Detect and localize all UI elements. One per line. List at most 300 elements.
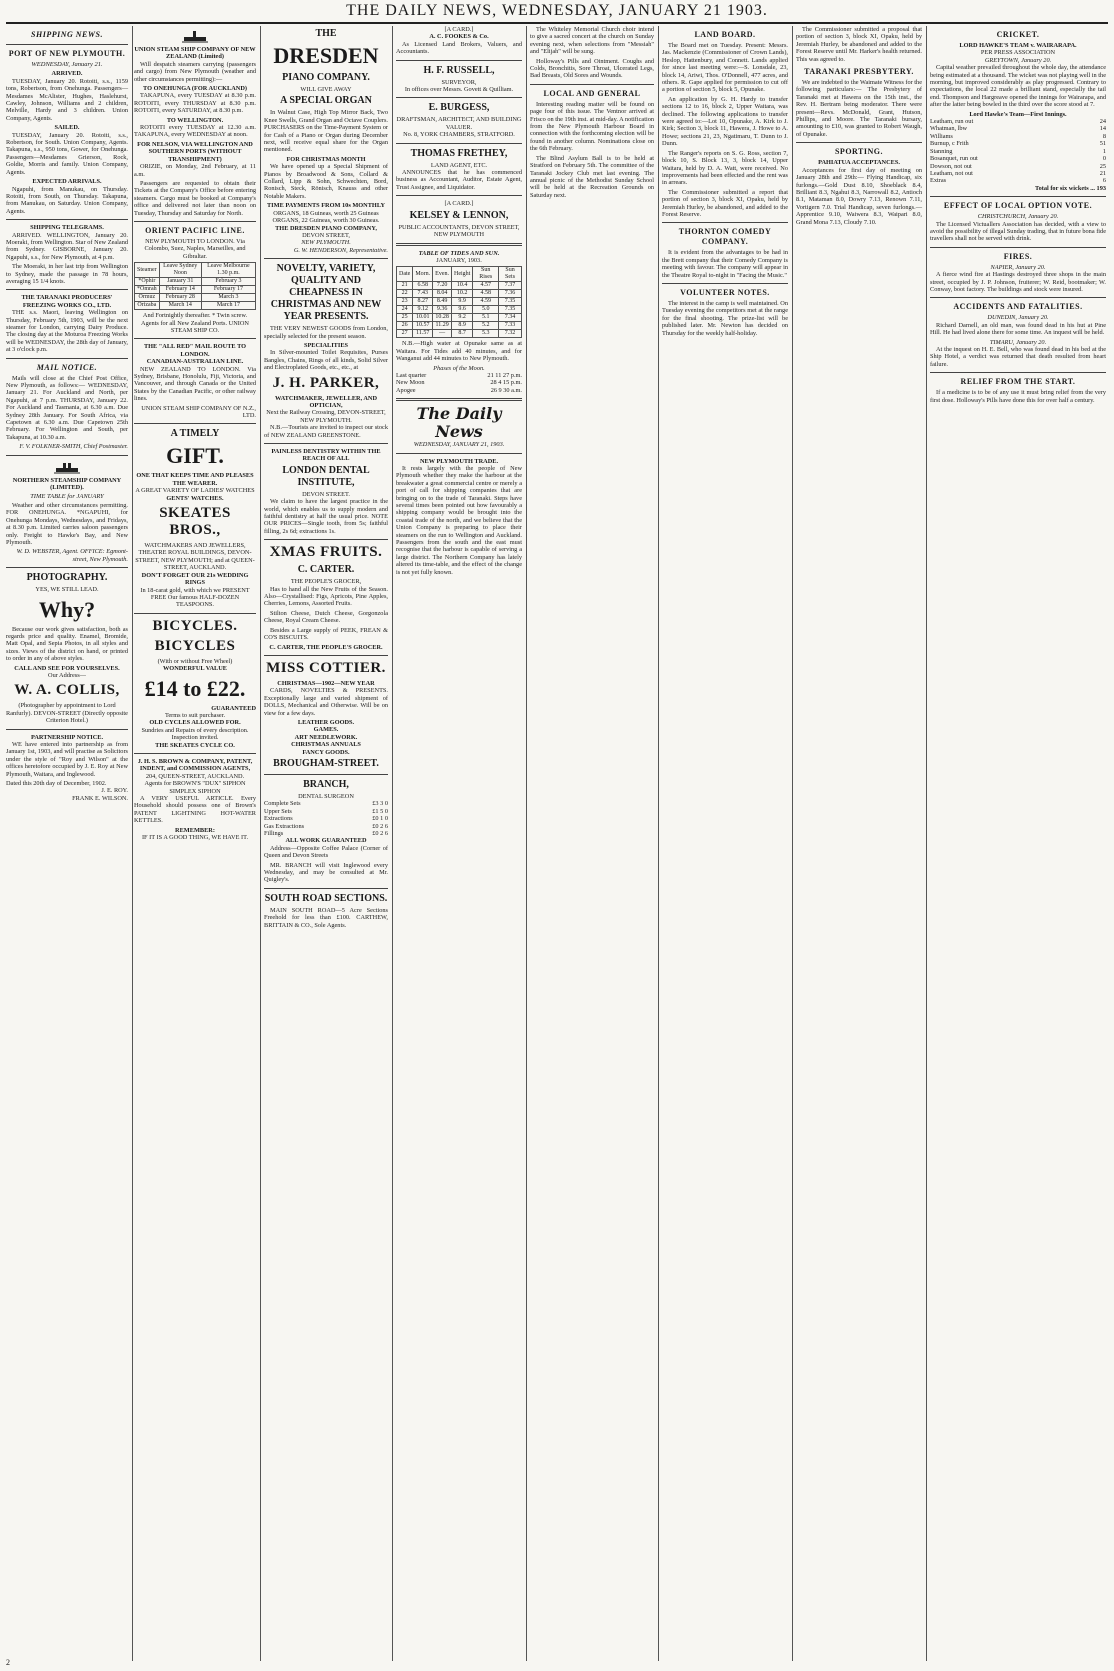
leather-goods: LEATHER GOODS. — [297, 718, 355, 726]
games-line: GAMES. — [313, 726, 339, 734]
tides-cell: 9.12 — [413, 306, 433, 314]
northern-timetable: TIME TABLE for JANUARY — [30, 492, 104, 500]
tides-cell: 11.29 — [433, 322, 452, 330]
wellington-heading: TO WELLINGTON. — [166, 116, 224, 124]
commissioner-proposal: The Commissioner submitted a proposal that portion of section 3, block XI, Opaku, held by Jeremiah Hurley, be abandoned and added to the Forest Reserve until Mr. Harker's health returned. This was agreed to. — [796, 26, 922, 63]
dresden-devon: DEVON STREET, — [302, 231, 350, 239]
local-general-text: Interesting reading matter will be found on page four of this issue. The Ventnor arrived at Frisco on the 19th inst. at mid-day. A notification from the New Plymouth Harbour Board in connection with the forthcoming election will be found in another column. Nominations close on the 6th February. — [530, 100, 654, 153]
batting-heading: Lord Hawke's Team—First Innings. — [969, 110, 1067, 118]
moon-label: Apogee — [396, 386, 416, 394]
masthead-rule — [6, 22, 1108, 24]
bicycles-sub: (With or without Free Wheel) — [157, 657, 233, 665]
batting-row — [930, 170, 1106, 177]
terms-line: Terms to suit purchaser. — [164, 711, 226, 719]
tides-cell: 7.43 — [413, 290, 433, 298]
steamship-icon — [182, 29, 208, 43]
moon-row — [396, 379, 522, 386]
union-text: Will despatch steamers carrying (passengers and cargo) from New Plymouth (weather and other circumstances permitting):— — [134, 60, 256, 83]
tides-cell: 5.1 — [473, 314, 499, 322]
fires-text: A fierce wind fire at Hastings destroyed three shops in the main street, occupied by J. P. Johnson, fruiterer; W. Reid, bootmaker; W. Conway, boot factory. The buildings and stock were insured. — [930, 271, 1106, 293]
skeates-heading: SKEATES BROS., — [159, 505, 231, 539]
orient-agents: Agents for all New Zealand Ports. UNION STEAM SHIP CO. — [141, 319, 249, 334]
moon-value: 28 4 15 p.m. — [490, 379, 522, 387]
tides-cell: 8.04 — [433, 290, 452, 298]
old-cycles: OLD CYCLES ALLOWED FOR. — [149, 719, 241, 727]
orient-cell: *Ophir — [135, 278, 160, 286]
specialities-text: In Silver-mounted Toilet Requisites, Purses Bangles, Chains, Rings of all kinds, Solid Silver and Electroplated Goods, etc., etc., at — [264, 349, 388, 372]
needlework-line: ART NEEDLEWORK. — [294, 733, 358, 741]
tides-th: Height — [452, 267, 473, 282]
local-general-heading: LOCAL AND GENERAL — [543, 88, 641, 98]
moeraki-text: The Moeraki, in her last trip from Wellington to Sydney, made the passage in 78 hours, averaging 15 1/4 knots. — [6, 263, 128, 285]
volunteer-heading: VOLUNTEER NOTES. — [680, 287, 770, 297]
partnership-text: WE have entered into partnership as from January 1st, 1903, and will practise as Solicitors under the style of "Roy and Wilson" at the offices heretofore occupied by J. E. Roy at New Plymouth, Waitara, and Inglewood. — [6, 741, 128, 778]
tides-th: Even. — [433, 267, 452, 282]
fookes-name: A. C. FOOKES & Co. — [429, 33, 489, 41]
union-heading: UNION STEAM SHIP COMPANY OF NEW ZEALAND (Limited) — [134, 46, 256, 61]
batting-row — [930, 163, 1106, 170]
tides-row — [397, 306, 522, 314]
newest-text: THE VERY NEWEST GOODS from London, specially selected for the present season. — [264, 325, 388, 340]
south-road-text: MAIN SOUTH ROAD—5 Acre Sections Freehold for less than £100. CARTHEW, BRITTAIN & CO., Sole Agents. — [264, 906, 388, 929]
partnership-heading: PARTNERSHIP NOTICE. — [30, 733, 104, 741]
fookes-text: As Licensed Land Brokers, Valuers, and Accountants. — [396, 40, 522, 56]
mail-notice-text: Mails will close at the Chief Post Office, New Plymouth, as follows:— WEDNESDAY, January 21. For Auckland and North, per Ngapuhi, at 7 p.m. THURSDAY, January 22. For Auckland and Tasmania, at 6.30 a.m. Due Sydney 28th January. For South Africa, via Capetown at 6.30 a.m. Due Capetown 25th February. For Wellington and South, per Takapuna, at 10.30 a.m. — [6, 374, 128, 441]
accidents-text: Richard Darnell, an old man, was found dead in his hut at Pine Hill. He had lived alone there for some time. An inquest will be held. — [930, 321, 1106, 337]
why-text: Because our work gives satisfaction, both as regards price and quality. Enamel, Bromide, Matt Opal, and Sepia Photos, in all styles and sizes. Views of the district on hand, or printed to order in any of above styles. — [6, 625, 128, 663]
brown-heading: J. H. S. BROWN & COMPANY, PATENT, INDENT, and COMMISSION AGENTS, — [137, 757, 253, 773]
tides-cell: 5.3 — [473, 330, 499, 338]
orient-table-row — [135, 278, 256, 286]
press-association: PER PRESS ASSOCIATION — [980, 49, 1056, 57]
moon-label: New Moon — [396, 379, 425, 387]
card-label-2: [A CARD.] — [444, 200, 474, 208]
tides-cell: 10.4 — [452, 282, 473, 290]
tides-cell: 21 — [397, 282, 413, 290]
batsman-name: Burnup, c Frith — [930, 140, 969, 148]
tides-table — [396, 266, 522, 338]
accidents-heading: ACCIDENTS AND FATALITIES. — [953, 302, 1083, 312]
parker-heading: J. H. PARKER, — [272, 374, 380, 391]
tides-cell: 10.2 — [452, 290, 473, 298]
tides-row — [397, 282, 522, 290]
special-text: In Walnut Case, High Top Mirror Back, Two Knee Swells, Grand Organ and Octave Couplers. PURCHASERS on the Time-Payment System or for Cash of a Piano or Organ during December next, will receive equal share for the Organ mentioned. — [264, 109, 388, 154]
tides-cell: 23 — [397, 298, 413, 306]
dresden-company: THE DRESDEN PIANO COMPANY, — [275, 224, 377, 232]
tides-cell: 7.35 — [499, 298, 522, 306]
inspection-line: Inspection invited. — [171, 734, 219, 742]
orient-cell: Orizaba — [135, 302, 160, 310]
batsman-score: 51 — [1099, 140, 1106, 148]
local-option-text: The Licensed Victuallers Association has decided, with a view to avoid the possibility of illegal Sunday trading, that in future bona fide travellers shall not be served with drink. — [930, 220, 1106, 243]
orient-table-row — [135, 286, 256, 294]
batsman-name: Williams — [930, 132, 953, 140]
brown-address: 204, QUEEN-STREET, AUCKLAND. — [145, 772, 245, 780]
orient-table-row — [135, 302, 256, 310]
passengers-text: Passengers are requested to obtain their Tickets at the Company's Office before entering steamers. Cargo must be booked at Company's office and delivered not later than noon on Tuesday, Thursday and Saturday for North. — [134, 179, 256, 217]
tides-cell: 4.59 — [473, 298, 499, 306]
remember-text: IF IT IS A GOOD THING, WE HAVE IT. — [141, 834, 249, 842]
tides-cell: 9.9 — [452, 298, 473, 306]
moon-heading: Phases of the Moon. — [433, 364, 485, 372]
nelson-heading: FOR NELSON, VIA WELLINGTON AND SOUTHERN PORTS (WITHOUT TRANSHIPMENT) — [137, 140, 253, 163]
card-label: [A CARD.] — [444, 26, 474, 33]
port-date: WEDNESDAY, January 21. — [31, 61, 103, 68]
bicycles-heading-2: BICYCLES — [154, 637, 236, 654]
tides-cell: — — [433, 330, 452, 338]
column-shipping — [6, 26, 133, 1661]
canadian-text: NEW ZEALAND TO LONDON. Via Sydney, Brisbane, Honolulu, Fiji, Victoria, and Vancouver, and through Canada or the United States by the Canadian Pacific, or other railway lines. — [134, 365, 256, 403]
tides-cell: 8.27 — [413, 298, 433, 306]
batting-list — [930, 118, 1106, 185]
tides-cell: 4.57 — [473, 282, 499, 290]
orient-cell: March 3 — [201, 294, 255, 302]
orient-cell: February 17 — [201, 286, 255, 294]
northern-heading: NORTHERN STEAMSHIP COMPANY (LIMITED). — [12, 476, 122, 492]
batsman-score: 24 — [1099, 118, 1106, 126]
bicycle-price: £14 to £22. — [144, 675, 246, 701]
column-local — [530, 26, 659, 1661]
batsman-name: Bosanquet, run out — [930, 155, 978, 163]
fires-heading: FIRES. — [1003, 251, 1033, 261]
tides-th: Morn. — [413, 267, 433, 282]
frethey-sub: LAND AGENT, ETC. — [430, 161, 488, 169]
london-text: We claim to have the largest practice in the world, which enables us to supply modern and faithful dentistry at half the usual price. NOTE OUR PRICES—Single tooth, from 5s; faithful filling, 2s 6d; extractions 1s. — [264, 498, 388, 535]
tides-cell: 26 — [397, 322, 413, 330]
timaru-dateline: TIMARU, January 20. — [989, 338, 1047, 346]
orient-note: And Fortnightly thereafter. * Twin screw. — [142, 312, 248, 320]
price-label: Gas Extractions — [264, 822, 305, 830]
dresden-np: NEW PLYMOUTH. — [301, 239, 351, 247]
tides-row — [397, 322, 522, 330]
cottier-sub: CHRISTMAS—1902—NEW YEAR — [277, 679, 375, 687]
partnership-sign-1: J. E. ROY. — [101, 787, 128, 795]
tides-cell: 6.58 — [413, 282, 433, 290]
gift-sub: ONE THAT KEEPS TIME AND PLEASES THE WEARER. — [136, 472, 254, 487]
call-line: CALL AND SEE FOR YOURSELVES. — [14, 664, 120, 672]
price-value: £1 5 0 — [372, 807, 388, 815]
moon-value: 21 11 27 p.m. — [487, 371, 522, 379]
time-payments: TIME PAYMENTS FROM 10s MONTHLY — [266, 202, 386, 210]
dental-surgeon: DENTAL SURGEON — [298, 792, 354, 800]
batting-row — [930, 118, 1106, 125]
london-dental: LONDON DENTAL INSTITUTE, — [282, 464, 370, 488]
burgess-sub: DRAFTSMAN, ARCHITECT, AND BUILDING VALUER. — [396, 116, 522, 131]
tides-th: Sun Rises — [473, 267, 499, 282]
price-label: Upper Sets — [264, 807, 292, 815]
carter-sub: THE PEOPLE'S GROCER, — [290, 578, 362, 586]
tides-cell: 10.28 — [433, 314, 452, 322]
batting-total: Total for six wickets ... 193 — [1034, 184, 1106, 192]
canadian-heading: CANADIAN-AUSTRALIAN LINE. — [146, 358, 244, 366]
batsman-score: 6 — [1102, 177, 1106, 185]
batsman-name: Dowson, not out — [930, 162, 972, 170]
address-label: Our Address— — [48, 672, 86, 679]
gift-heading: GIFT. — [166, 443, 224, 469]
orient-cell: January 31 — [159, 278, 201, 286]
batsman-name: Whatman, lbw — [930, 125, 968, 133]
land-board-more: An application by G. H. Hardy to transfer sections 12 to 16, block 2, Upper Waitara, was declined. The following applications to transfer were agreed to:—Lot 10, Opunake, A. Kirk to J. Kirk; Section 3, block 11, Hawera, J. Howe to A. Howe; sections 21, 23, Ngatimaru, T. Dunn to J. Dunn. — [662, 95, 788, 148]
telegrams-heading: SHIPPING TELEGRAMS. — [30, 224, 104, 232]
tides-month: JANUARY, 1903. — [436, 256, 482, 264]
onehunga-heading: TO ONEHUNGA (FOR AUCKLAND) — [143, 85, 247, 93]
tourists-text: N.B.—Tourists are invited to inspect our stock of NEW ZEALAND GREENSTONE. — [264, 424, 388, 439]
orient-cell: Ormuz — [135, 294, 160, 302]
port-heading: PORT OF NEW PLYMOUTH. — [8, 49, 126, 58]
south-road-heading: SOUTH ROAD SECTIONS. — [264, 892, 388, 904]
page-masthead: THE DAILY NEWS, WEDNESDAY, JANUARY 21 1903. — [346, 2, 768, 19]
bicycles-heading: BICYCLES. — [152, 617, 238, 634]
mail-notice-heading: MAIL NOTICE. — [36, 362, 98, 372]
batsman-name: Stanning — [930, 147, 953, 155]
tides-cell: 7.32 — [499, 330, 522, 338]
orient-cell: February 28 — [159, 294, 201, 302]
branch-heading: BRANCH, — [303, 778, 349, 790]
tides-row — [397, 298, 522, 306]
batsman-score: 21 — [1099, 169, 1106, 177]
frethey-name: THOMAS FRETHEY, — [410, 147, 508, 159]
orient-table — [134, 262, 256, 310]
land-board-heading: LAND BOARD. — [694, 30, 756, 39]
burgess-address: No. 8, YORK CHAMBERS, STRATFORD. — [403, 131, 515, 139]
church-choir-text: The Whiteley Memorial Church choir intend to give a sacred concert at the church on Sunday evening next, when selections from "Messiah" and "Elijah" will be sung. — [530, 26, 654, 56]
editorial-dateline: WEDNESDAY, JANUARY 21, 1903. — [413, 441, 505, 449]
ladies-watches: A GREAT VARIETY OF LADIES' WATCHES — [135, 487, 255, 495]
dresden-give: WILL GIVE AWAY — [300, 86, 352, 93]
orient-heading: ORIENT PACIFIC LINE. — [145, 225, 245, 235]
price-label: Fillings — [264, 830, 284, 837]
tides-cell: 7.33 — [499, 322, 522, 330]
timely-heading: A TIMELY — [170, 428, 220, 440]
batsman-score: 1 — [1102, 147, 1106, 155]
dresden-heading: DRESDEN — [273, 43, 379, 68]
carter-sign: C. CARTER, THE PEOPLE'S GROCER. — [269, 643, 383, 651]
allred-heading: THE "ALL RED" MAIL ROUTE TO LONDON. — [143, 343, 247, 358]
tides-cell: 7.36 — [499, 290, 522, 298]
moon-row — [396, 387, 522, 394]
producers-text: THE s.s. Maori, leaving Wellington on Thursday, February 5th, 1903, will be the next steamer for London, carrying Dairy Produce. The closing day at the Moturoa Freezing Works will be WEDNESDAY, the 28th day of January, at 3 o'clock p.m. — [6, 309, 128, 354]
batsman-name: Leatham, run out — [930, 118, 974, 126]
remember-label: REMEMBER: — [175, 826, 215, 834]
branch-note: MR. BRANCH will visit Inglewood every Wednesday, and may be consulted at Mr. Quigley's. — [264, 861, 388, 884]
northern-text: Weather and other circumstances permitting. FOR ONEHUNGA. *NGAPUHI, for Onehunga Mondays, Wednesdays, and Fridays, at 8.30 p.m. Limited carries saloon passengers only. Freight to Hawke's Bay, and New Plymouth. — [6, 501, 128, 546]
tides-cell: 24 — [397, 306, 413, 314]
gents-watches: GENTS' WATCHES. — [166, 494, 224, 502]
batting-row — [930, 133, 1106, 140]
novelty-heading: NOVELTY, VARIETY, QUALITY AND CHEAPNESS IN CHRISTMAS AND NEW YEAR PRESENTS. — [270, 263, 382, 323]
tides-row — [397, 314, 522, 322]
sporting-heading: SPORTING. — [834, 147, 883, 157]
northern-sign: W. D. WEBSTER, Agent. OFFICE: Egmont-street, New Plymouth. — [16, 548, 128, 563]
cricket-dateline: GREYTOWN, January 20. — [984, 56, 1052, 64]
price-label: Extractions — [264, 815, 293, 823]
moon-label: Last quarter — [396, 371, 427, 379]
relief-heading: RELIEF FROM THE START. — [960, 377, 1076, 387]
special-organ: A SPECIAL ORGAN — [280, 95, 372, 107]
kelsey-sub: PUBLIC ACCOUNTANTS, DEVON STREET, NEW PLYMOUTH — [398, 223, 520, 239]
parker-sub: WATCHMAKER, JEWELLER, AND OPTICIAN, — [274, 394, 378, 409]
orient-table-head — [135, 263, 256, 278]
batsman-name: Leatham, not out — [930, 169, 973, 177]
tides-cell: 9.36 — [433, 306, 452, 314]
tides-heading: TABLE OF TIDES AND SUN. — [418, 249, 500, 257]
column-union-steam — [134, 26, 261, 1661]
price-label: Complete Sets — [264, 800, 301, 808]
batting-row — [930, 140, 1106, 147]
tides-cell: 4.58 — [473, 290, 499, 298]
rings-heading: DON'T FORGET OUR 21s WEDDING RINGS — [141, 571, 249, 587]
price-value: £3 3 0 — [372, 800, 388, 808]
tides-cell: 8.9 — [452, 322, 473, 330]
tides-head-row — [397, 267, 522, 282]
timaru-text: At the inquest on H. E. Bell, who was found dead in his bed at the Ship Hotel, a verdict was returned that death resulted from heart failure. — [930, 346, 1106, 368]
local-more-text: The Blind Asylum Ball is to be held at Stratford on February 5th. The committee of the Taranaki Jockey Club met last evening. The annual picnic of the Methodist Sunday School will be held at the Recreation Grounds on Saturday next. — [530, 154, 654, 199]
collis-sub: (Photographer by appointment to Lord Ranfurly). DEVON-STREET (Directly opposite Criterion Hotel.) — [6, 702, 128, 725]
cottier-text: CARDS, NOVELTIES & PRESENTS. Exceptionally large and varied shipment of DOLLS, Mechanical and Otherwise. Will be on view for a few days. — [264, 687, 388, 717]
wellington-text: ROTOITI every TUESDAY at 12.30 a.m. TAKAPUNA, every WEDNESDAY at noon. — [134, 124, 256, 139]
russell-sub: SURVEYOR, — [441, 78, 477, 86]
price-value: £0 2 6 — [372, 822, 388, 830]
carter-heading: C. CARTER. — [297, 564, 355, 576]
steamship-icon — [54, 460, 80, 474]
brown-sparklets: Agents for BROWN'S "DUX" SIPHON SIMPLEX SIPHON — [144, 780, 246, 795]
tides-th: Date — [397, 267, 413, 282]
pahiatua-text: Acceptances for first day of meeting on January 28th and 29th:— Flying Handicap, six furlongs.—Gold Dust 8.10, Shoeblack 8.4, Brilliant 8.3, Ngahui 8.3, Narrowall 8.2, Antioch 8.1, Mataman 8.0, Dowry 7.13, Renown 7.11, Vortigern 7.0. Trial Handicap, seven furlongs.—Apprentice 9.10, Waiwera 8.3, Waipari 8.0, Grand Mona 7.13, Cloudy 7.10. — [796, 166, 922, 226]
batsman-score: 14 — [1099, 125, 1106, 133]
brown-text: A VERY USEFUL ARTICLE. Every Household should possess one of Brown's PATENT LIGHTNING HOT-WATER KETTLES. — [134, 795, 256, 825]
batsman-score: 0 — [1102, 155, 1106, 163]
editorial-heading: NEW PLYMOUTH TRADE. — [419, 457, 499, 465]
tides-cell: 9.2 — [452, 314, 473, 322]
xmas-fruits: XMAS FRUITS. — [269, 544, 383, 561]
volunteer-text: The interest in the camp is well maintained. On Tuesday evening the competitors met at the range for the final shooting. The prize-list will be published later. Mr. Newton has decided on Thursday for the weekly half-holiday. — [662, 299, 788, 337]
burgess-name: E. BURGESS, — [428, 102, 490, 114]
photography-heading: PHOTOGRAPHY. — [26, 572, 108, 584]
tides-row — [397, 290, 522, 298]
tides-cell: 27 — [397, 330, 413, 338]
parker-address: Next the Railway Crossing, DEVON-STREET, NEW PLYMOUTH. — [266, 409, 386, 424]
tides-cell: 9.6 — [452, 306, 473, 314]
expected-heading: EXPECTED ARRIVALS. — [32, 178, 102, 186]
batsman-score: 25 — [1099, 162, 1106, 170]
branch-address: Address—Opposite Coffee Palace (Corner of Queen and Devon Streets — [264, 844, 388, 860]
presbytery-heading: TARANAKI PRESBYTERY. — [804, 67, 914, 77]
frethey-text: ANNOUNCES that he has commenced business as Accountant, Auditor, Estate Agent, Trust Assignee, and Liquidator. — [396, 169, 522, 191]
expected-text: Ngapuhi, from Manukau, on Thursday. Rotoiti, from South, on Thursday. Takapuna, from Manukau, on Saturday. Union Company, Agents. — [6, 185, 128, 215]
russell-text: In offices over Messrs. Govett & Quilliam. — [404, 86, 514, 94]
biscuits-text: Besides a Large supply of PEEK, FREAN & CO'S BISCUITS. — [264, 626, 388, 642]
kelsey-name: KELSEY & LENNON, — [409, 209, 509, 221]
telegrams-text: ARRIVED. WELLINGTON, January 20. Moeraki, from Wellington. Star of New Zealand from Sydney. GISBORNE, January 20. Ngapuhi, s.s., for New Plymouth, at 4 p.m. — [6, 231, 128, 261]
producers-heading: THE TARANAKI PRODUCERS' FREEZING WORKS CO., LTD. — [21, 294, 113, 309]
arrived-text: TUESDAY, January 20. Rotoiti, s.s., 1159 tons, Robertson, from Onehunga. Passengers—Mesdames McAlister, Hughes, Haslehurst, Cawley, Johnson, Williams and 2 children, Melville, Hardy and 3 children. Union Company, Agents. — [6, 77, 128, 122]
painless-heading: PAINLESS DENTISTRY WITHIN THE REACH OF ALL — [271, 448, 381, 463]
nelson-text: ORIZIE, on Monday, 2nd February, at 11 a.m. — [134, 163, 256, 178]
cricket-heading: CRICKET. — [996, 30, 1040, 39]
cricket-text: Capital weather prevailed throughout the whole day, the attendance being estimated at a thousand. The wicket was not playing well in the morning, but improved considerably as play progressed. Contrary to expectations, the local 22 made a brilliant stand, especially the tail end. Thompson and Hargreave opened the innings for Wairarapa, and after the latter being bowled in the third over the score stood at 7. — [930, 64, 1106, 109]
sailed-text: TUESDAY, January 20. Rotoiti, s.s., Robertson, for South. Union Company, Agents. Takapuna, s.s., 950 tons, Gower, for Onehunga. Passengers—Mesdames Grierson, Rock, Goldie, Morris and family. Union Company, Agents. — [6, 131, 128, 176]
shipping-news-heading: SHIPPING NEWS. — [31, 30, 103, 39]
tides-cell: 7.37 — [499, 282, 522, 290]
dresden-rep: G. W. HENDERSON, Representative. — [293, 246, 388, 254]
tides-th: Sun Sets — [499, 267, 522, 282]
tides-cell: 25 — [397, 314, 413, 322]
tides-cell: 11.57 — [413, 330, 433, 338]
price-row — [264, 823, 388, 830]
brougham-street: BROUGHAM-STREET. — [273, 757, 379, 769]
canadian-sign: UNION STEAM SHIP COMPANY OF N.Z., LTD. — [141, 404, 256, 420]
sundries-line: Sundries and Repairs of every description. — [141, 726, 249, 734]
cricket-match: LORD HAWKE'S TEAM v. WAIRARAPA. — [959, 42, 1077, 49]
skeates-sub: WATCHMAKERS AND JEWELLERS, THEATRE ROYAL BUILDINGS, DEVON-STREET, NEW PLYMOUTH; and at QUEEN-STREET, AUCKLAND. — [135, 542, 255, 572]
orient-cell: *Omrah — [135, 286, 160, 294]
london-address: DEVON STREET. — [302, 490, 350, 498]
russell-name: H. F. RUSSELL, — [423, 64, 495, 76]
orient-cell: March 14 — [159, 302, 201, 310]
orient-sub: NEW PLYMOUTH TO LONDON. Via Colombo, Suez, Naples, Marseilles, and Gibraltar. — [144, 237, 246, 260]
tides-cell: 7.20 — [433, 282, 452, 290]
carter-text: Has to hand all the New Fruits of the Season. Also—Crystallised: Figs, Apricots, Pine Apples, Cherries, Lemons, Assorted Fruits. — [264, 585, 388, 608]
tides-cell: 10.57 — [413, 322, 433, 330]
batsman-score: 8 — [1102, 132, 1106, 140]
wonderful-value: WONDERFUL VALUE — [163, 665, 227, 673]
price-row — [264, 815, 388, 822]
guaranteed-label: GUARANTEED — [211, 704, 256, 712]
presbytery-text: We are indebted to the Waimate Witness for the following particulars:— The Presbytery of Taranaki met at Hawera on the 15th inst., the Rev. H. Bertram being moderator. There were present—Revs. McDonald, Grant, Hutson, Phillips, and Moore. The Taranaki bursary, amounting to £10, was granted to Robert Waugh, of Opunake. — [796, 79, 922, 138]
batsman-name: Extras — [930, 177, 947, 185]
tides-cell: 7.35 — [499, 306, 522, 314]
skeates-cycle: THE SKEATES CYCLE CO. — [155, 741, 235, 749]
orient-table-row — [135, 294, 256, 302]
price-row — [264, 830, 388, 837]
orient-cell: February 3 — [201, 278, 255, 286]
orient-cell: March 17 — [201, 302, 255, 310]
fires-dateline: NAPIER, January 20. — [990, 263, 1046, 271]
ranger-text: The Ranger's reports on S. G. Ross, section 7, block 10, S. Block 13, 3, block 14, Upper Waitara, held by D. A. Watt, were received. No improvements had been effected and the rent was in arrears. — [662, 149, 788, 187]
local-option-dateline: CHRISTCHURCH, January 20. — [977, 213, 1059, 221]
cheese-text: Stilton Cheese, Dutch Cheese, Gorgonzola Cheese, Royal Cream Cheese. — [264, 609, 388, 625]
orient-th: Leave Melbourne 1.30 p.m. — [201, 263, 255, 278]
tides-cell: 5.2 — [473, 322, 499, 330]
pahiatua-heading: PAHIATUA ACCEPTANCES. — [818, 159, 900, 167]
christmas-text: We have opened up a Special Shipment of Pianos by Broadwood & Sons, Collard & Collard, Lipp & Sohn, Schwechten, Bord, Ronisch, Steck, Rönisch, Knauss and other Notable Makers. — [264, 163, 388, 200]
annuals-line: CHRISTMAS ANNUALS — [291, 741, 361, 749]
all-work-guaranteed: ALL WORK GUARANTEED — [285, 837, 367, 845]
column-cards — [396, 26, 527, 1661]
tides-row — [397, 330, 522, 338]
tides-cell: 7.34 — [499, 314, 522, 322]
dresden-the: THE — [315, 28, 337, 39]
column-cricket — [930, 26, 1106, 1661]
orient-th: Leave Sydney Noon — [159, 263, 201, 278]
onehunga-text: TAKAPUNA, every TUESDAY at 8.30 p.m. ROTOITI, every THURSDAY at 8.30 p.m. ROTOITI, every SATURDAY, at 8.30 p.m. — [134, 92, 256, 115]
batting-row — [930, 125, 1106, 132]
cure-text: Holloway's Pills and Ointment. Coughs and Colds, Bronchitis, Sore Throat, Ulcerated Legs, Bad Breasts, Old Sores and Wounds. — [530, 57, 654, 80]
relief-text: If a medicine is to be of any use it must bring relief from the very first dose. Holloway's Pills have done this for over half a century. — [930, 389, 1106, 404]
moon-value: 26 9 30 a.m. — [490, 386, 522, 394]
mail-notice-sign: F. V. FOLKNER-SMITH, Chief Postmaster. — [19, 443, 128, 451]
tides-note: N.B.—High water at Opunake same as at Waitara. For Tides add 40 minutes, and for Wanganui add 44 minutes to New Plymouth. — [396, 340, 522, 363]
page-number: 2 — [6, 1658, 10, 1667]
arrived-heading: ARRIVED. — [51, 70, 83, 78]
christmas-heading: FOR CHRISTMAS MONTH — [286, 155, 366, 163]
photography-lead: YES, WE STILL LEAD. — [35, 586, 99, 594]
batting-row — [930, 148, 1106, 155]
specialities-heading: SPECIALITIES — [303, 341, 349, 349]
tides-cell: 10.01 — [413, 314, 433, 322]
tides-cell: 8.7 — [452, 330, 473, 338]
partnership-date: Dated this 20th day of December, 1902. — [6, 780, 107, 788]
